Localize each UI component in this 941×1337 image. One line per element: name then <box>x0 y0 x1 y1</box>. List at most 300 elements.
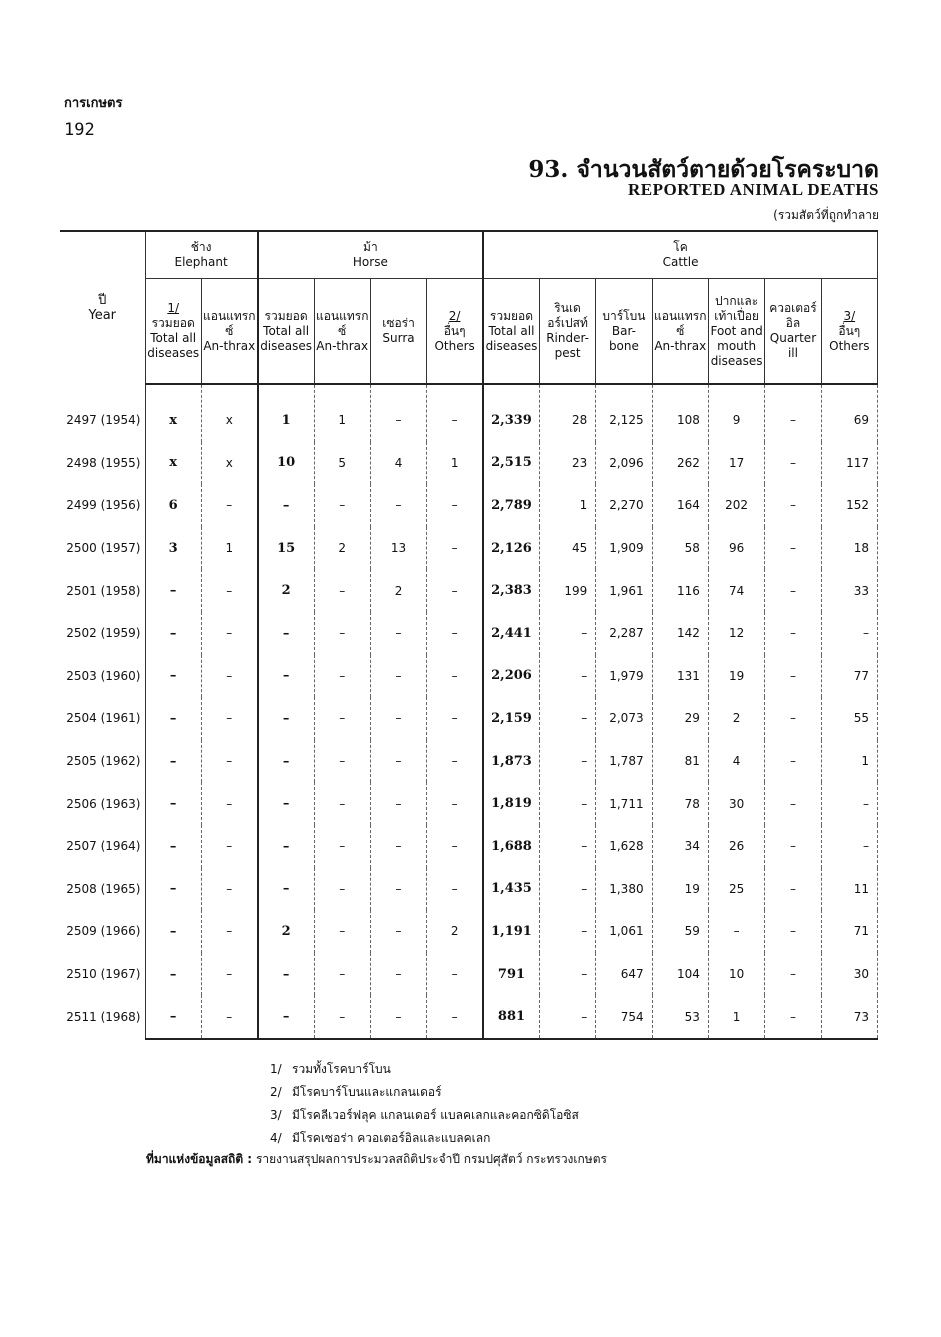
footnote-mark: 2/ <box>270 1085 282 1099</box>
table-cell: 754 <box>596 995 652 1039</box>
table-cell: – <box>201 953 257 996</box>
table-cell: – <box>370 953 426 996</box>
table-cell: 1,380 <box>596 868 652 911</box>
table-cell: – <box>427 740 483 783</box>
table-cell: 19 <box>708 655 764 698</box>
table-cell: 1,435 <box>483 868 539 911</box>
table-cell: 55 <box>821 697 877 740</box>
table-cell: 19 <box>652 868 708 911</box>
table-cell: – <box>821 825 877 868</box>
table-cell: – <box>539 868 595 911</box>
table-cell: 69 <box>821 384 877 442</box>
table-cell: – <box>258 868 314 911</box>
table-cell: 164 <box>652 484 708 527</box>
table-cell: 104 <box>652 953 708 996</box>
table-cell: – <box>539 612 595 655</box>
table-cell: 1,628 <box>596 825 652 868</box>
table-cell: 262 <box>652 442 708 485</box>
table-cell: 23 <box>539 442 595 485</box>
table-cell: – <box>427 953 483 996</box>
table-cell: 12 <box>708 612 764 655</box>
table-cell: – <box>314 825 370 868</box>
table-cell: – <box>258 697 314 740</box>
header-english: An-thrax <box>316 338 369 353</box>
table-cell: 71 <box>821 910 877 953</box>
table-cell: – <box>427 782 483 825</box>
table-cell: 142 <box>652 612 708 655</box>
cattle-group-header <box>483 231 877 279</box>
table-row <box>60 868 878 911</box>
elephant-anthrax-header <box>201 279 257 385</box>
header-english: Total all diseases <box>260 323 313 353</box>
header-thai: เซอร่า <box>382 316 415 330</box>
header-thai: แอนแทรกซ์ <box>315 308 369 338</box>
header-english: Quarter ill <box>769 331 817 360</box>
table-cell: 53 <box>652 995 708 1039</box>
table-cell: 2,126 <box>483 527 539 570</box>
header-english: Others <box>434 338 475 353</box>
table-cell: – <box>314 655 370 698</box>
table-cell: 1,688 <box>483 825 539 868</box>
table-cell: – <box>765 484 821 527</box>
table-cell: x <box>201 442 257 485</box>
table-cell: – <box>539 655 595 698</box>
header-english: An-thrax <box>203 338 256 353</box>
table-cell: 1,061 <box>596 910 652 953</box>
table-row <box>60 484 878 527</box>
table-cell: 45 <box>539 527 595 570</box>
table-row <box>60 442 878 485</box>
table-cell: – <box>145 740 201 783</box>
table-cell: 791 <box>483 953 539 996</box>
table-row <box>60 825 878 868</box>
table-cell: – <box>765 612 821 655</box>
table-cell: 2,287 <box>596 612 652 655</box>
cattle-quarter-ill-header <box>765 279 821 385</box>
table-cell: 2,515 <box>483 442 539 485</box>
table-cell: 28 <box>539 384 595 442</box>
table-cell: – <box>201 740 257 783</box>
table-cell: 1 <box>427 442 483 485</box>
table-cell: – <box>145 782 201 825</box>
table-cell: – <box>765 910 821 953</box>
table-cell: – <box>258 825 314 868</box>
table-cell: 117 <box>821 442 877 485</box>
horse-total-header <box>258 279 314 385</box>
table-cell: 1,191 <box>483 910 539 953</box>
year-cell: 2509 (1966) <box>60 910 145 953</box>
table-row <box>60 655 878 698</box>
table-cell: – <box>765 569 821 612</box>
cattle-english: Cattle <box>662 255 699 269</box>
header-thai: รวมยอด <box>151 316 195 330</box>
header-thai: แอนแทรกซ์ <box>654 308 707 338</box>
cattle-total-header <box>483 279 539 385</box>
header-thai: อื่นๆ <box>443 323 466 338</box>
year-cell: 2502 (1959) <box>60 612 145 655</box>
table-cell: 1,711 <box>596 782 652 825</box>
footnote-mark: 3/ <box>843 308 856 323</box>
footnote-2 <box>270 1081 579 1104</box>
table-cell: – <box>370 825 426 868</box>
table-cell: 11 <box>821 868 877 911</box>
source-label: ที่มาแห่งข้อมูลสถิติ : <box>146 1152 253 1166</box>
table-cell: – <box>314 569 370 612</box>
header-english: Foot and mouth diseases <box>710 323 763 368</box>
table-cell: – <box>370 384 426 442</box>
table-cell: 25 <box>708 868 764 911</box>
table-row <box>60 953 878 996</box>
year-cell: 2498 (1955) <box>60 442 145 485</box>
table-row <box>60 569 878 612</box>
table-cell: 78 <box>652 782 708 825</box>
page-number: 192 <box>64 120 95 140</box>
table-cell: – <box>427 697 483 740</box>
table-cell: – <box>258 782 314 825</box>
table-row <box>60 527 878 570</box>
header-thai: รวมยอด <box>264 308 308 323</box>
table-cell: 2 <box>258 910 314 953</box>
table-cell: – <box>314 612 370 655</box>
year-cell: 2505 (1962) <box>60 740 145 783</box>
table-cell: – <box>258 995 314 1039</box>
table-cell: – <box>765 527 821 570</box>
table-cell: – <box>370 484 426 527</box>
table-cell: – <box>201 612 257 655</box>
cattle-others-header <box>821 279 877 385</box>
table-body <box>60 384 878 1039</box>
table-cell: 2 <box>258 569 314 612</box>
year-cell: 2510 (1967) <box>60 953 145 996</box>
table-cell: – <box>201 655 257 698</box>
table-cell: – <box>539 910 595 953</box>
table-cell: 202 <box>708 484 764 527</box>
table-cell: – <box>314 995 370 1039</box>
footnote-mark: 4/ <box>270 1131 282 1145</box>
year-cell: 2503 (1960) <box>60 655 145 698</box>
table-cell: – <box>201 697 257 740</box>
table-cell: 10 <box>708 953 764 996</box>
footnotes <box>270 1058 579 1150</box>
table-cell: 1 <box>314 384 370 442</box>
footnote-text: มีโรคเซอร่า ควอเตอร์อิลและแบลคเลก <box>292 1131 491 1145</box>
cattle-thai: โค <box>673 240 688 254</box>
year-cell: 2511 (1968) <box>60 995 145 1039</box>
table-cell: – <box>765 825 821 868</box>
table-cell: 33 <box>821 569 877 612</box>
table-cell: 2 <box>708 697 764 740</box>
header-thai: อื่นๆ <box>838 323 861 338</box>
table-cell: – <box>145 655 201 698</box>
table-cell: – <box>427 484 483 527</box>
table-cell: – <box>427 527 483 570</box>
horse-english: Horse <box>352 255 388 269</box>
table-row <box>60 910 878 953</box>
table-cell: 1 <box>708 995 764 1039</box>
table-cell: – <box>427 868 483 911</box>
header-english: Total all diseases <box>485 323 538 353</box>
table-cell: 2,206 <box>483 655 539 698</box>
cattle-anthrax-header <box>652 279 708 385</box>
table-cell: – <box>370 995 426 1039</box>
table-cell: – <box>765 655 821 698</box>
header-thai: รวมยอด <box>489 308 534 323</box>
table-cell: 2,441 <box>483 612 539 655</box>
table-cell: 6 <box>145 484 201 527</box>
footnote-mark: 1/ <box>270 1062 282 1076</box>
table-cell: 1,961 <box>596 569 652 612</box>
table-cell: – <box>539 995 595 1039</box>
year-cell: 2504 (1961) <box>60 697 145 740</box>
table-cell: – <box>427 612 483 655</box>
footnote-text: มีโรคบาร์โบนและแกลนเดอร์ <box>292 1085 442 1099</box>
footnote-mark: 3/ <box>270 1108 282 1122</box>
table-cell: – <box>765 953 821 996</box>
header-english: Bar-bone <box>608 323 639 353</box>
source-text: รายงานสรุปผลการประมวลสถิติประจำปี กรมปศุสัตว์ กระทรวงเกษตร <box>255 1152 607 1166</box>
table-cell: – <box>258 740 314 783</box>
elephant-english: Elephant <box>174 255 228 269</box>
table-cell: 29 <box>652 697 708 740</box>
data-source <box>146 1150 607 1169</box>
table-cell: – <box>765 384 821 442</box>
table-cell: – <box>539 697 595 740</box>
table-cell: 108 <box>652 384 708 442</box>
cattle-barbone-header <box>596 279 652 385</box>
table-cell: – <box>539 782 595 825</box>
header-thai: ควอเตอร์อิล <box>769 301 817 330</box>
table-cell: 2,125 <box>596 384 652 442</box>
footnote-mark: 2/ <box>448 308 461 323</box>
table-cell: 1,979 <box>596 655 652 698</box>
horse-thai: ม้า <box>363 240 378 254</box>
animal-deaths-table <box>60 230 878 1040</box>
year-cell: 2500 (1957) <box>60 527 145 570</box>
table-cell: – <box>314 868 370 911</box>
footnote-3 <box>270 1104 579 1127</box>
table-cell: 1,787 <box>596 740 652 783</box>
year-cell: 2506 (1963) <box>60 782 145 825</box>
table-cell: – <box>370 910 426 953</box>
table-cell: 17 <box>708 442 764 485</box>
table-cell: – <box>539 825 595 868</box>
table-cell: – <box>201 868 257 911</box>
table-cell: x <box>145 442 201 485</box>
table-cell: 5 <box>314 442 370 485</box>
table-cell: 2,270 <box>596 484 652 527</box>
table-cell: 73 <box>821 995 877 1039</box>
table-cell: – <box>314 740 370 783</box>
table-cell: 3 <box>145 527 201 570</box>
year-cell: 2507 (1964) <box>60 825 145 868</box>
table-cell: 647 <box>596 953 652 996</box>
table-cell: – <box>427 655 483 698</box>
header-thai: ปากและเท้าเปื่อย <box>714 293 759 323</box>
table-cell: 2,789 <box>483 484 539 527</box>
table-cell: 26 <box>708 825 764 868</box>
table-title-english: REPORTED ANIMAL DEATHS <box>628 180 879 199</box>
table-cell: 1 <box>258 384 314 442</box>
table-title-thai: 93. จำนวนสัตว์ตายด้วยโรคระบาด <box>528 156 879 183</box>
table-cell: – <box>201 995 257 1039</box>
table-cell: – <box>370 655 426 698</box>
table-row <box>60 384 878 442</box>
table-cell: – <box>821 612 877 655</box>
table-cell: – <box>708 910 764 953</box>
table-cell: 15 <box>258 527 314 570</box>
table-cell: 881 <box>483 995 539 1039</box>
table-cell: x <box>145 384 201 442</box>
table-cell: – <box>314 697 370 740</box>
table-cell: 10 <box>258 442 314 485</box>
table-cell: – <box>314 782 370 825</box>
cattle-rinderpest-header <box>539 279 595 385</box>
year-cell: 2501 (1958) <box>60 569 145 612</box>
year-cell: 2497 (1954) <box>60 384 145 442</box>
unit-note: (รวมสัตว์ที่ถูกทำลาย <box>773 208 879 222</box>
table-cell: 1,873 <box>483 740 539 783</box>
table-cell: – <box>201 825 257 868</box>
table-cell: – <box>765 442 821 485</box>
header-english: An-thrax <box>654 338 707 353</box>
header-english: Others <box>829 338 870 353</box>
table-cell: – <box>370 612 426 655</box>
table-cell: – <box>314 953 370 996</box>
table-cell: – <box>539 953 595 996</box>
running-head: การเกษตร <box>64 96 123 111</box>
table-cell: 34 <box>652 825 708 868</box>
header-english: Surra <box>382 331 415 345</box>
horse-anthrax-header <box>314 279 370 385</box>
table-cell: – <box>427 995 483 1039</box>
table-cell: 2 <box>427 910 483 953</box>
table-cell: – <box>201 569 257 612</box>
table-row <box>60 782 878 825</box>
table-cell: – <box>314 484 370 527</box>
table-cell: 9 <box>708 384 764 442</box>
header-thai: แอนแทรกซ์ <box>203 308 256 338</box>
table-cell: – <box>427 384 483 442</box>
table-cell: 96 <box>708 527 764 570</box>
table-cell: 4 <box>370 442 426 485</box>
table-cell: 1 <box>201 527 257 570</box>
year-cell: 2499 (1956) <box>60 484 145 527</box>
table-cell: – <box>427 825 483 868</box>
table-cell: – <box>145 868 201 911</box>
elephant-thai: ช้าง <box>190 240 212 254</box>
table-cell: – <box>370 782 426 825</box>
table-cell: 18 <box>821 527 877 570</box>
table-cell: – <box>427 569 483 612</box>
header-thai: บาร์โบน <box>602 308 646 323</box>
table-cell: 1 <box>539 484 595 527</box>
year-header <box>60 231 145 384</box>
header-english: Total all diseases <box>147 331 200 360</box>
table-cell: 1,819 <box>483 782 539 825</box>
table-cell: 2,339 <box>483 384 539 442</box>
table-cell: – <box>258 953 314 996</box>
table-cell: 199 <box>539 569 595 612</box>
header-thai: รินเดอร์เปสท์ <box>547 301 588 330</box>
table-cell: – <box>145 953 201 996</box>
table-cell: – <box>145 995 201 1039</box>
table-cell: 1 <box>821 740 877 783</box>
table-cell: x <box>201 384 257 442</box>
table-cell: 152 <box>821 484 877 527</box>
year-header-thai: ปี <box>98 293 107 308</box>
table-cell: – <box>314 910 370 953</box>
table-cell: – <box>370 740 426 783</box>
table-cell: – <box>765 868 821 911</box>
table-row <box>60 740 878 783</box>
footnote-text: มีโรคลีเวอร์ฟลุค แกลนเดอร์ แบลคเลกและคอกซิดิโอซิส <box>292 1108 579 1122</box>
footnote-mark: 1/ <box>167 301 180 315</box>
cattle-fmd-header <box>708 279 764 385</box>
table-cell: 81 <box>652 740 708 783</box>
table-cell: 4 <box>708 740 764 783</box>
table-cell: 116 <box>652 569 708 612</box>
table-cell: 2,096 <box>596 442 652 485</box>
horse-surra-header <box>370 279 426 385</box>
table-cell: 58 <box>652 527 708 570</box>
table-row <box>60 995 878 1039</box>
table-cell: – <box>258 484 314 527</box>
table-cell: 1,909 <box>596 527 652 570</box>
table-cell: – <box>201 484 257 527</box>
table-cell: – <box>145 910 201 953</box>
header-english: Rinder-pest <box>546 331 589 360</box>
table-cell: 131 <box>652 655 708 698</box>
footnote-4 <box>270 1127 579 1150</box>
table-cell: 13 <box>370 527 426 570</box>
table-cell: 59 <box>652 910 708 953</box>
table-cell: – <box>145 569 201 612</box>
table-cell: – <box>539 740 595 783</box>
table-cell: – <box>765 740 821 783</box>
footnote-text: รวมทั้งโรคบาร์โบน <box>292 1062 391 1076</box>
table-cell: 2,383 <box>483 569 539 612</box>
elephant-group-header <box>145 231 258 279</box>
table-row <box>60 612 878 655</box>
year-header-english: Year <box>88 308 117 323</box>
table-cell: – <box>765 697 821 740</box>
table-cell: 30 <box>821 953 877 996</box>
table-cell: – <box>765 995 821 1039</box>
horse-others-header <box>427 279 483 385</box>
table-cell: – <box>258 612 314 655</box>
table-cell: – <box>145 612 201 655</box>
table-cell: 30 <box>708 782 764 825</box>
table-cell: – <box>821 782 877 825</box>
table-cell: – <box>201 782 257 825</box>
footnote-1 <box>270 1058 579 1081</box>
table-cell: 74 <box>708 569 764 612</box>
elephant-total-header <box>145 279 201 385</box>
table-cell: – <box>201 910 257 953</box>
horse-group-header <box>258 231 483 279</box>
table-cell: – <box>258 655 314 698</box>
table-cell: – <box>370 697 426 740</box>
table-cell: – <box>765 782 821 825</box>
table-row <box>60 697 878 740</box>
table-cell: – <box>370 868 426 911</box>
table-cell: – <box>145 697 201 740</box>
table-cell: – <box>145 825 201 868</box>
table-cell: 2 <box>370 569 426 612</box>
table-cell: 2 <box>314 527 370 570</box>
table-cell: 2,073 <box>596 697 652 740</box>
year-cell: 2508 (1965) <box>60 868 145 911</box>
